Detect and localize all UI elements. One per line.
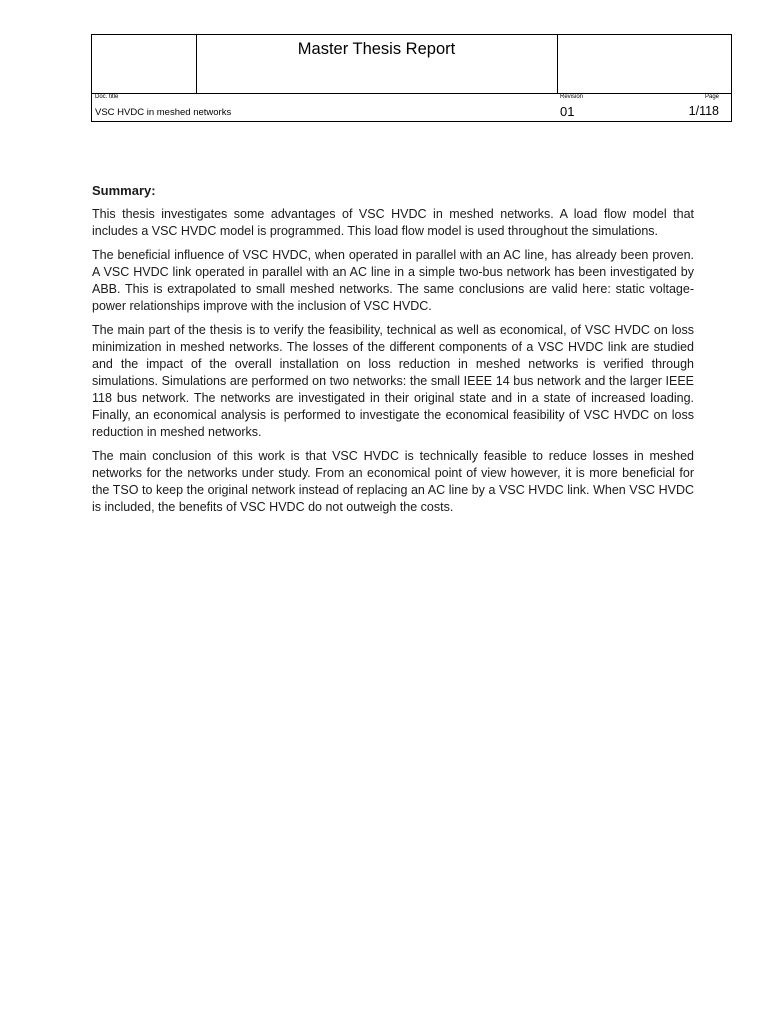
page-number: 1/118	[688, 104, 719, 118]
summary-paragraph-1: This thesis investigates some advantages of VSC HVDC in meshed networks. A load flow model that includes a VSC HVDC model is programmed. This load flow model is used throughout the simulations.	[92, 207, 694, 238]
summary-paragraph-2: The beneficial influence of VSC HVDC, when operated in parallel with an AC line, has already been proven. A VSC HVDC link operated in parallel with an AC line in a simple two-bus network has been investigated by ABB. This is extrapolated to small meshed networks. The same conclusions are valid here: static voltage-power relationships improve with the inclusion of VSC HVDC.	[92, 248, 694, 313]
report-title: Master Thesis Report	[297, 40, 456, 58]
summary-heading: Summary:	[92, 183, 156, 198]
summary-paragraph-3: The main part of the thesis is to verify the feasibility, technical as well as economical, of VSC HVDC on loss minimization in meshed networks. The losses of the different components of a VSC HVDC link are studied and the impact of the overall installation on loss reduction in meshed networks is verified through simulations. Simulations are performed on two networks: the small IEEE 14 bus network and the larger IEEE 118 bus network. The networks are investigated in their original state and in a state of increased loading. Finally, an economical analysis is performed to investigate the economical feasibility of VSC HVDC on loss reduction in meshed networks.	[92, 323, 694, 439]
header-divider-right	[557, 35, 558, 93]
revision-value: 01	[560, 104, 575, 119]
page-label: Page	[704, 94, 719, 100]
doc-title-label: Doc. title	[95, 94, 119, 100]
summary-paragraph-4: The main conclusion of this work is that VSC HVDC is technically feasible to reduce losses in meshed networks for the networks under study. From an economical point of view however, it is more beneficial for the TSO to keep the original network instead of replacing an AC line by a VSC HVDC link. When VSC HVDC is included, the benefits of VSC HVDC do not outweigh the costs.	[92, 449, 694, 514]
revision-label: Revision	[560, 94, 584, 100]
document-header	[91, 34, 732, 122]
doc-title-value: VSC HVDC in meshed networks	[95, 107, 232, 118]
summary-section	[92, 183, 694, 523]
header-divider-horizontal	[92, 93, 731, 94]
